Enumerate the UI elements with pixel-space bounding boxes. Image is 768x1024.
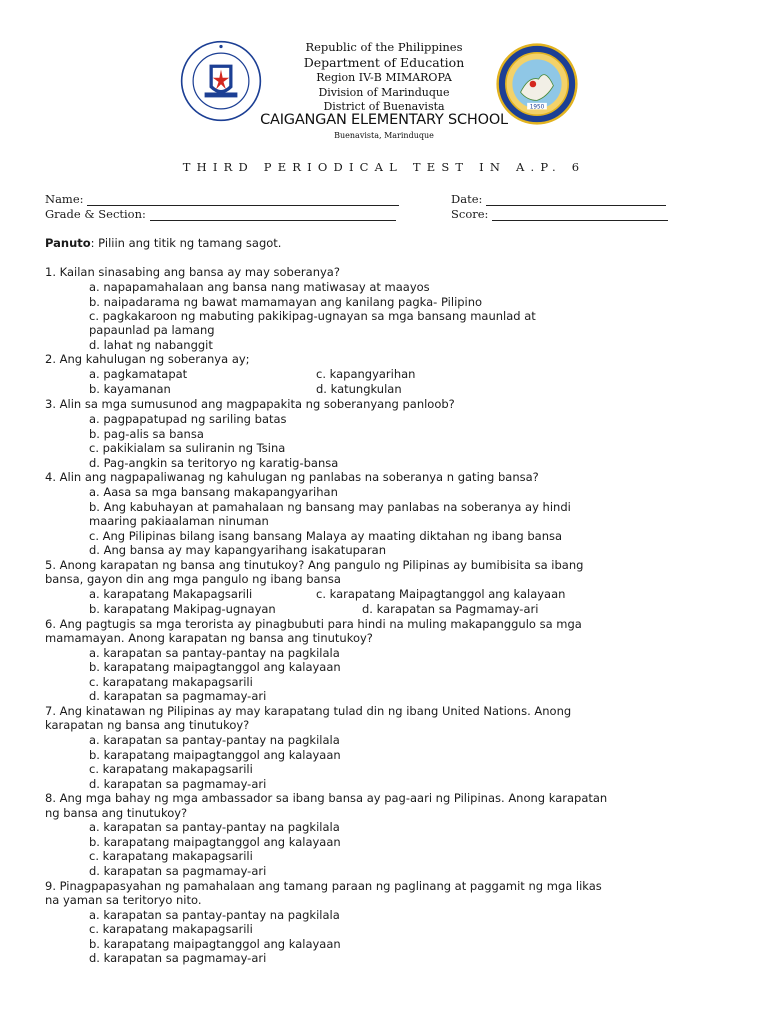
name-label: Name: [45,192,84,206]
q9-option-d[interactable]: d. karapatan sa pagmamay-ari [89,951,267,965]
q5-option-a[interactable]: a. karapatang Makapagsarili [89,587,253,601]
school-location: Buenavista, Marinduque [334,131,434,140]
grade-section-blank-line[interactable] [150,209,396,221]
q4-option-c[interactable]: c. Ang Pilipinas bilang isang bansang Malaya ay maating diktahan ng ibang bansa [89,529,563,543]
q8-option-d[interactable]: d. karapatan sa pagmamay-ari [89,864,267,878]
q2-text: 2. Ang kahulugan ng soberanya ay; [45,352,250,366]
q1-option-a[interactable]: a. napapamahalaan ang bansa nang matiwasay at maayos [89,280,430,294]
q3-text: 3. Alin sa mga sumusunod ang magpapakita ng soberanyang panloob? [45,397,455,411]
q8-text-cont: ng bansa ang tinutukoy? [45,806,188,820]
q4-option-b-cont: maaring pakiaalaman ninuman [89,514,269,528]
division-line: Division of Marinduque [318,86,450,99]
q3-option-a[interactable]: a. pagpapatupad ng sariling batas [89,412,287,426]
score-blank-line[interactable] [492,209,668,221]
q8-option-a[interactable]: a. karapatan sa pantay-pantay na pagkilala [89,820,340,834]
date-blank-line[interactable] [486,194,666,206]
q9-option-c[interactable]: c. karapatang makapagsarili [89,922,253,936]
q6-option-c[interactable]: c. karapatang makapagsarili [89,675,253,689]
q7-text: 7. Ang kinatawan ng Pilipinas ay may karapatang tulad din ng ibang United Nations. Anong [45,704,572,718]
q5-option-c[interactable]: c. karapatang Maipagtanggol ang kalayaan [316,587,566,601]
q9-option-a[interactable]: a. karapatan sa pantay-pantay na pagkilala [89,908,340,922]
q7-option-c[interactable]: c. karapatang makapagsarili [89,762,253,776]
q7-option-a[interactable]: a. karapatan sa pantay-pantay na pagkilala [89,733,340,747]
q7-option-b[interactable]: b. karapatang maipagtanggol ang kalayaan [89,748,341,762]
q6-text-cont: mamamayan. Anong karapatan ng bansa ang tinutukoy? [45,631,373,645]
school-name: CAIGANGAN ELEMENTARY SCHOOL [260,112,508,128]
instructions-label: Panuto [45,236,91,250]
district-line: District of Buenavista [323,100,445,113]
q5-option-b[interactable]: b. karapatang Makipag-ugnayan [89,602,276,616]
q8-option-c[interactable]: c. karapatang makapagsarili [89,849,253,863]
q9-text: 9. Pinagpapasyahan ng pamahalaan ang tamang paraan ng paglinang at paggamit ng mga likas [45,879,602,893]
q2-option-b[interactable]: b. kayamanan [89,382,171,396]
q1-option-c-cont: papaunlad pa lamang [89,323,215,337]
name-blank-line[interactable] [87,194,399,206]
q5-text: 5. Anong karapatan ng bansa ang tinutukoy? Ang pangulo ng Pilipinas ay bumibisita sa ibang [45,558,584,572]
q5-text-cont: bansa, gayon din ang mga pangulo ng ibang bansa [45,572,341,586]
q7-option-d[interactable]: d. karapatan sa pagmamay-ari [89,777,267,791]
seal-right-year: 1950 [529,104,545,111]
q9-option-b[interactable]: b. karapatang maipagtanggol ang kalayaan [89,937,341,951]
region-line: Region IV-B MIMAROPA [316,71,452,84]
grade-section-label: Grade & Section: [45,207,146,221]
q6-option-d[interactable]: d. karapatan sa pagmamay-ari [89,689,267,703]
q5-option-d[interactable]: d. karapatan sa Pagmamay-ari [362,602,539,616]
q1-option-c[interactable]: c. pagkakaroon ng mabuting pakikipag-ugnayan sa mga bansang maunlad at [89,309,536,323]
q6-option-b[interactable]: b. karapatang maipagtanggol ang kalayaan [89,660,341,674]
q2-option-a[interactable]: a. pagkamatapat [89,367,188,381]
q3-option-d[interactable]: d. Pag-angkin sa teritoryo ng karatig-bansa [89,456,339,470]
q9-text-cont: na yaman sa teritoryo nito. [45,893,202,907]
q1-text: 1. Kailan sinasabing ang bansa ay may soberanya? [45,265,340,279]
q4-text: 4. Alin ang nagpapaliwanag ng kahulugan ng panlabas na soberanya n gating bansa? [45,470,539,484]
q3-option-c[interactable]: c. pakikialam sa suliranin ng Tsina [89,441,286,455]
date-field [451,192,666,206]
q2-option-c[interactable]: c. kapangyarihan [316,367,416,381]
q8-option-b[interactable]: b. karapatang maipagtanggol ang kalayaan [89,835,341,849]
q2-option-d[interactable]: d. katungkulan [316,382,402,396]
date-label: Date: [451,192,483,206]
republic-line: Republic of the Philippines [305,40,463,54]
score-label: Score: [451,207,489,221]
q6-option-a[interactable]: a. karapatan sa pantay-pantay na pagkilala [89,646,340,660]
instructions-text: : Piliin ang titik ng tamang sagot. [90,236,282,250]
department-line: Department of Education [303,55,465,70]
q7-text-cont: karapatan ng bansa ang tinutukoy? [45,718,250,732]
q8-text: 8. Ang mga bahay ng mga ambassador sa ibang bansa ay pag-aari ng Pilipinas. Anong karapatan [45,791,608,805]
test-title: THIRD PERIODICAL TEST IN A.P. 6 [182,160,586,174]
score-field [451,207,668,221]
instructions [45,236,281,250]
grade-section-field [45,207,396,221]
q4-option-b[interactable]: b. Ang kabuhayan at pamahalaan ng bansang may panlabas na soberanya ay hindi [89,500,571,514]
name-field [45,192,399,206]
q4-option-a[interactable]: a. Aasa sa mga bansang makapangyarihan [89,485,338,499]
q6-text: 6. Ang pagtugis sa mga terorista ay pinagbubuti para hindi na muling makapanggulo sa mga [45,617,582,631]
q3-option-b[interactable]: b. pag-alis sa bansa [89,427,204,441]
q1-option-d[interactable]: d. lahat ng nabanggit [89,338,213,352]
q1-option-b[interactable]: b. naipadarama ng bawat mamamayan ang kanilang pagka- Pilipino [89,295,483,309]
q4-option-d[interactable]: d. Ang bansa ay may kapangyarihang isakatuparan [89,543,387,557]
